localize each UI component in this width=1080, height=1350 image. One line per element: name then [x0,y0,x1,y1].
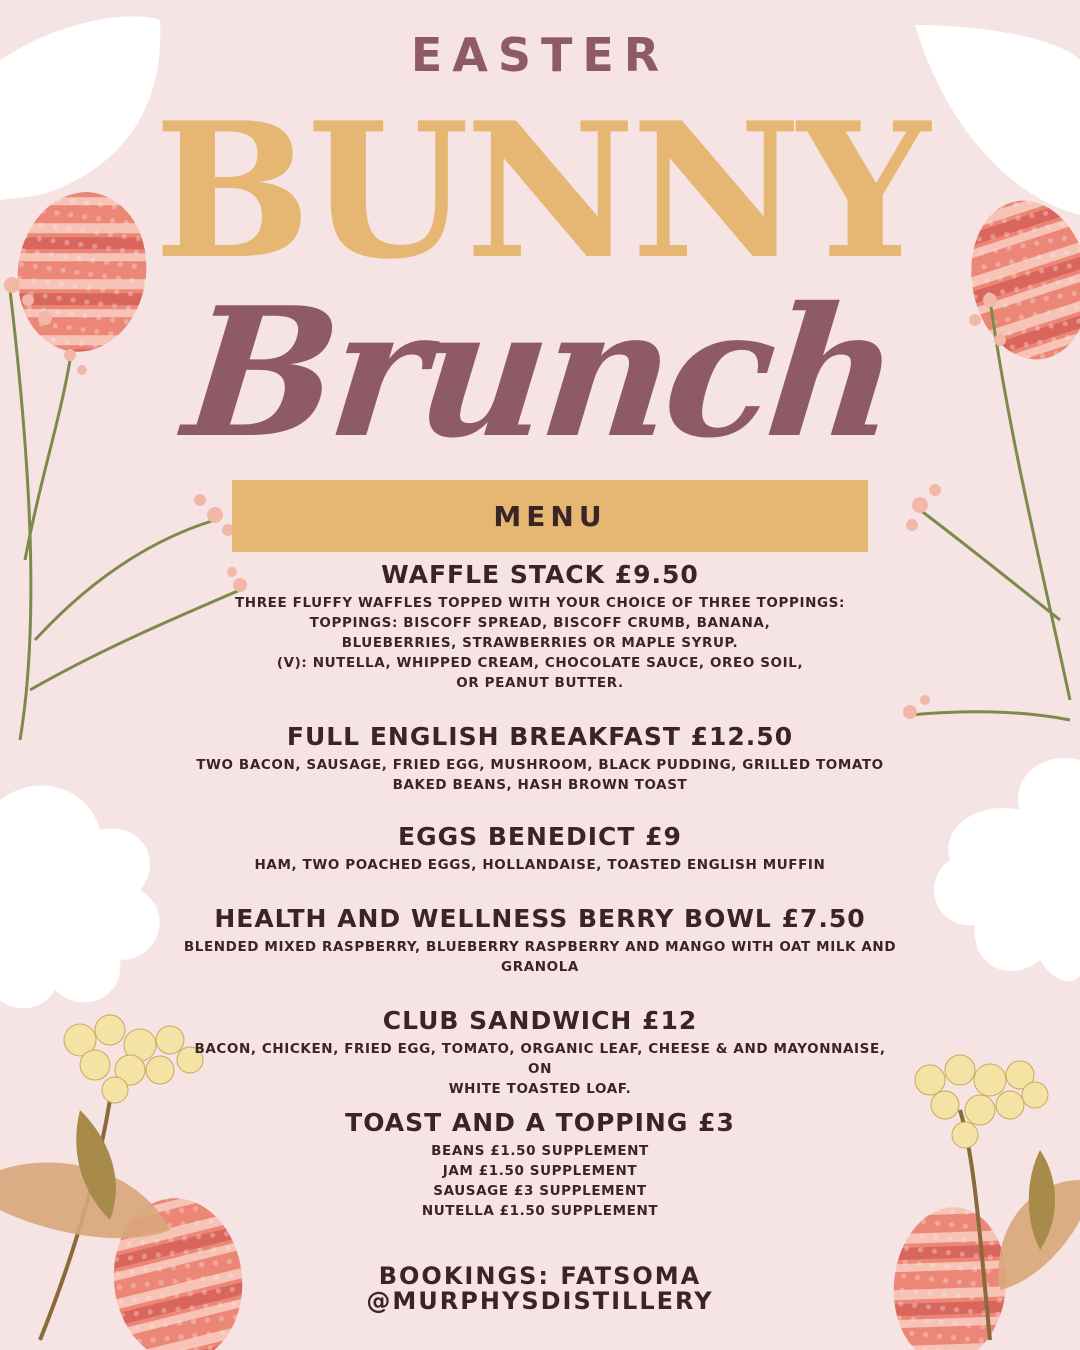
menu-banner [232,480,868,552]
menu-item-desc-line: JAM £1.50 SUPPLEMENT [442,1163,638,1179]
menu-item-desc-line: (V): NUTELLA, WHIPPED CREAM, CHOCOLATE SAUCE, OREO SOIL, [276,655,804,671]
white-flower-right [934,758,1080,981]
menu-item-desc-line: BLENDED MIXED RASPBERRY, BLUEBERRY RASPBERRY AND MANGO WITH OAT MILK AND [183,939,897,955]
menu-item-desc-line: THREE FLUFFY WAFFLES TOPPED WITH YOUR CHOICE OF THREE TOPPINGS: [234,595,846,611]
menu-item-desc-line: OR PEANUT BUTTER. [456,675,624,691]
menu-item-desc-line: HAM, TWO POACHED EGGS, HOLLANDAISE, TOASTED ENGLISH MUFFIN [254,857,826,873]
eyebrow-title: EASTER [410,28,670,82]
menu-item-toast-topping [200,1105,880,1221]
menu-item-waffle-stack [200,557,880,719]
menu-item-desc-line: SAUSAGE £3 SUPPLEMENT [433,1183,647,1199]
menu-label: MENU [493,499,607,533]
menu-item-desc-line: GRANOLA [501,959,579,975]
menu-item-title: EGGS BENEDICT £9 [398,822,682,851]
menu-item-title: FULL ENGLISH BREAKFAST £12.50 [286,722,794,751]
menu-item-full-english [196,719,884,819]
menu-item-title: HEALTH AND WELLNESS BERRY BOWL £7.50 [214,904,866,933]
menu-item-desc-line: BAKED BEANS, HASH BROWN TOAST [392,777,688,793]
menu-item-desc-line: BEANS £1.50 SUPPLEMENT [431,1143,649,1159]
menu-item-desc-line: TWO BACON, SAUSAGE, FRIED EGG, MUSHROOM, BLACK PUDDING, GRILLED TOMATO [196,757,884,773]
bookings-line: BOOKINGS: FATSOMA [378,1262,702,1290]
menu-item-title: WAFFLE STACK £9.50 [381,560,699,589]
main-title-bunny: BUNNY [153,81,927,300]
social-handle: @MURPHYSDISTILLERY [366,1287,714,1315]
main-title-brunch: Brunch [176,268,904,477]
menu-item-desc-line: WHITE TOASTED LOAF. [448,1081,632,1097]
menu-items [183,557,897,1221]
menu-item-desc-line: BLUEBERRIES, STRAWBERRIES OR MAPLE SYRUP. [341,635,739,651]
menu-item-berry-bowl [183,901,897,1003]
menu-item-title: TOAST AND A TOPPING £3 [345,1108,735,1137]
menu-item-desc-line: NUTELLA £1.50 SUPPLEMENT [421,1203,659,1219]
bookings-footer [0,1264,1080,1314]
menu-item-title: CLUB SANDWICH £12 [382,1006,698,1035]
menu-item-club-sandwich [194,1003,886,1105]
menu-item-desc-line: TOPPINGS: BISCOFF SPREAD, BISCOFF CRUMB, BANANA, [309,615,771,631]
white-flower-left [0,786,160,1009]
menu-item-desc-line: BACON, CHICKEN, FRIED EGG, TOMATO, ORGANIC LEAF, CHEESE & AND MAYONNAISE, ON [194,1041,886,1077]
menu-item-eggs-benedict [200,819,880,901]
